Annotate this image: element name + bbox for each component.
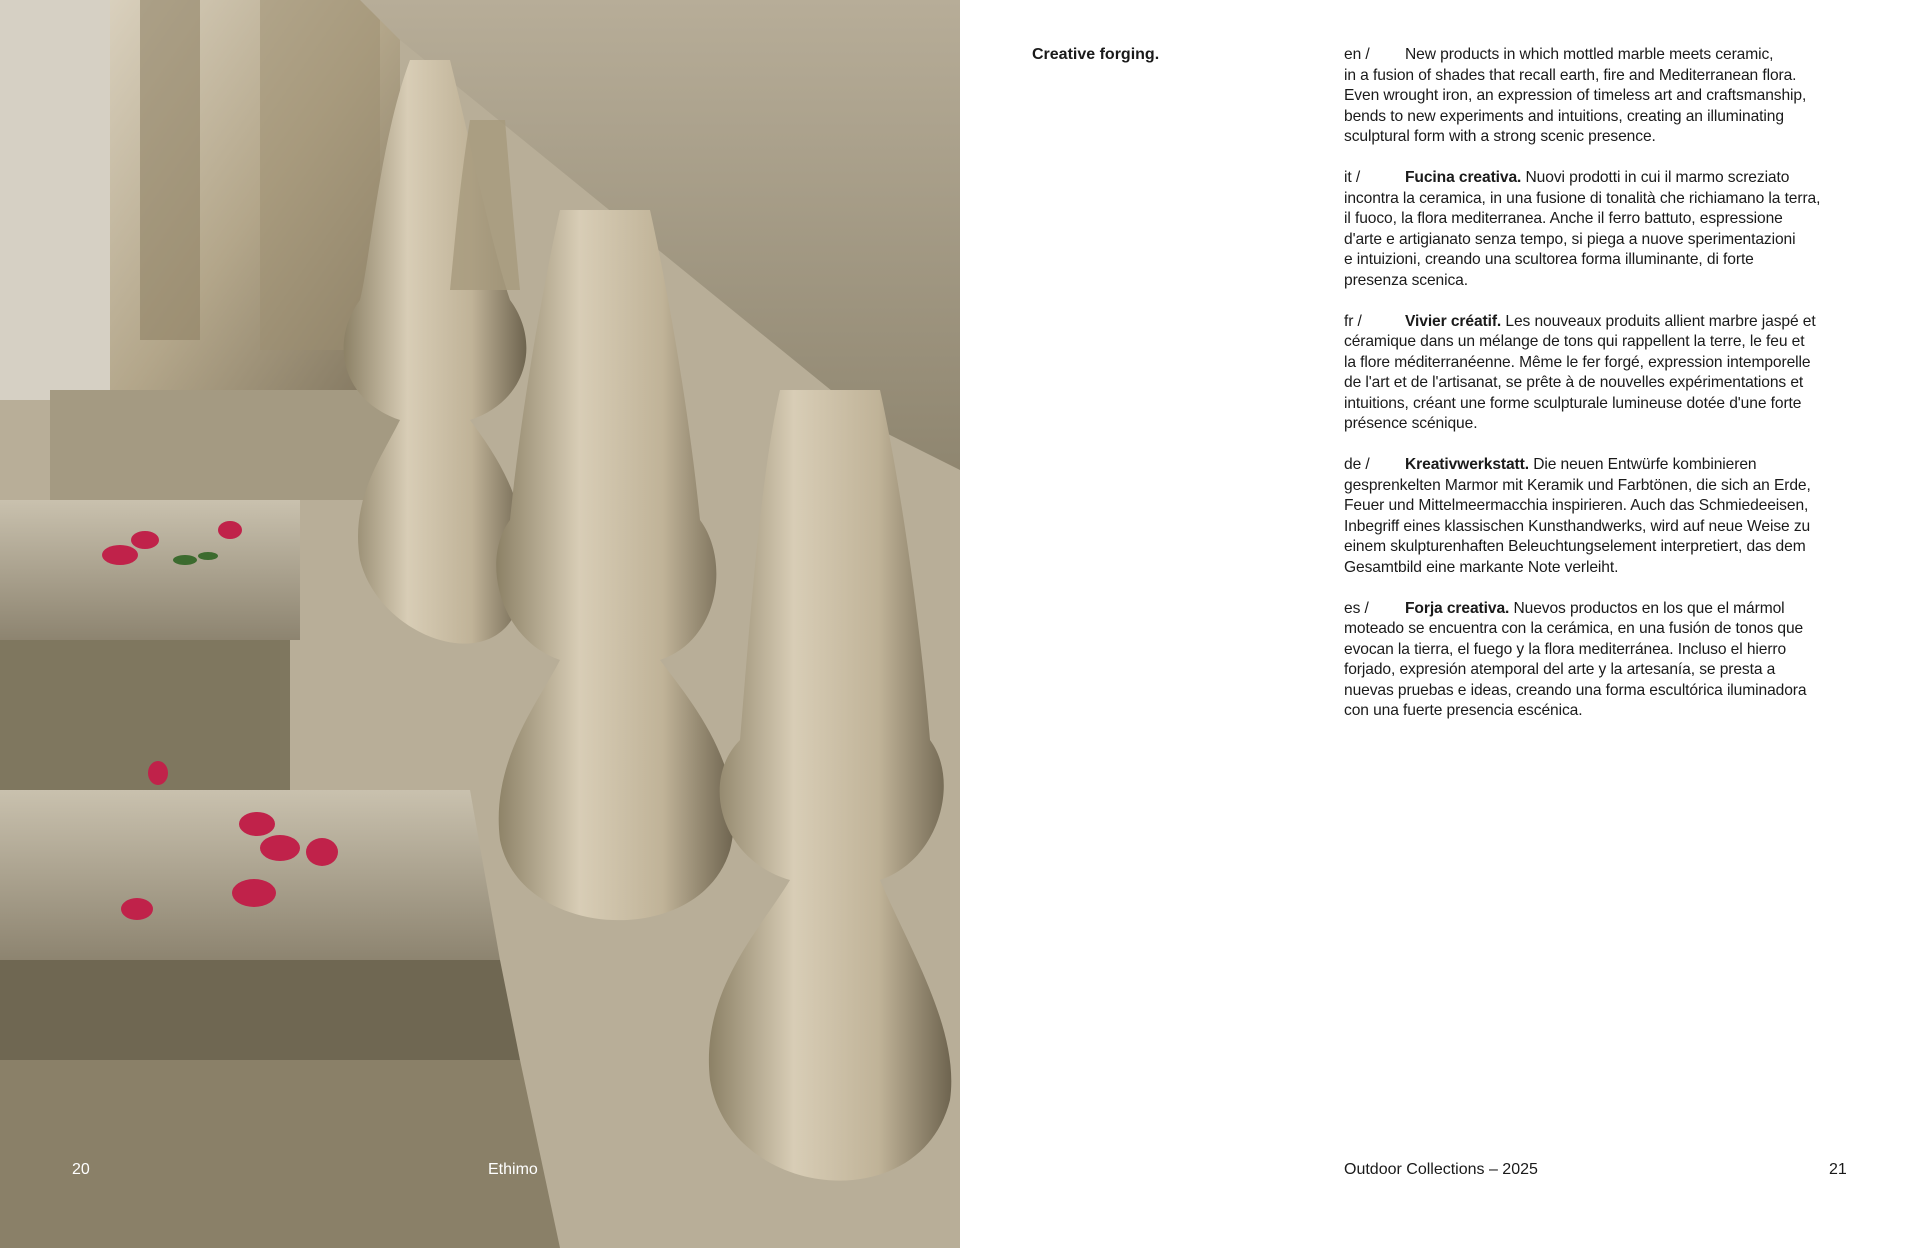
block-heading: Kreativwerkstatt. [1405,456,1529,473]
text-block-fr [1344,312,1859,435]
text-block-de [1344,455,1859,578]
language-code: fr / [1344,312,1362,330]
page-number-left: 20 [72,1161,90,1178]
block-body: Nuovi prodotti in cui il marmo screziato incontra la ceramica, in una fusione di tonalità che richiamano la terra, il fuoco, la flora mediterranea. Anche il ferro battuto, espressione d'arte e artigianato senza tempo, si piega a nuove sperimentazioni e intuizioni, creando una scultorea forma illuminante, di forte presenza scenica. [1344,169,1821,289]
multilingual-text-column [1344,45,1859,742]
block-body: New products in which mottled marble meets ceramic, in a fusion of shades that recall earth, fire and Mediterranean flora. Even wrought iron, an expression of timeless art and craftsmanship, bends to new experiments and intuitions, creating an illuminating sculptural form with a strong scenic presence. [1344,46,1807,145]
text-block-it [1344,168,1859,291]
text-block-en [1344,45,1859,148]
block-body: Nuevos productos en los que el mármol moteado se encuentra con la cerámica, en una fusión de tonos que evocan la tierra, el fuego y la flora mediterránea. Incluso el hierro forjado, expresión atemporal del arte y la artesanía, se presta a nuevas pruebas e ideas, creando una forma escultórica iluminadora con una fuerte presencia escénica. [1344,599,1807,719]
block-heading: Fucina creativa. [1405,169,1522,186]
language-code: en / [1344,46,1370,63]
language-code: de / [1344,456,1370,473]
block-heading: Vivier créatif. [1405,312,1502,330]
block-heading: Forja creativa. [1405,599,1510,617]
page-number-right: 21 [1829,1161,1847,1178]
collection-footer: Outdoor Collections – 2025 [1344,1161,1538,1178]
text-block-es [1344,599,1859,722]
language-code: es / [1344,599,1369,617]
block-body: Les nouveaux produits allient marbre jaspé et céramique dans un mélange de tons qui rappellent la terre, le feu et la flore méditerranéenne. Même le fer forgé, expression intemporelle de l'art et de l'artisanat, se prête à de nouvelles expérimentations et intuitions, créant une forme sculpturale lumineuse dotée d'une forte présence scénique. [1344,312,1816,432]
brand-name: Ethimo [488,1161,538,1178]
block-body: Die neuen Entwürfe kombinieren gesprenkelten Marmor mit Keramik und Farbtönen, die sich an Erde, Feuer und Mittelmeermacchia inspirieren. Auch das Schmiedeeisen, Inbegriff eines klassischen Kunsthandwerks, wird auf neue Weise zu einem skulpturenhaften Beleuchtungselement interpretiert, das dem Gesamtbild eine markante Note verleiht. [1344,456,1811,576]
language-code: it / [1344,169,1361,186]
section-title: Creative forging. [1032,46,1160,63]
